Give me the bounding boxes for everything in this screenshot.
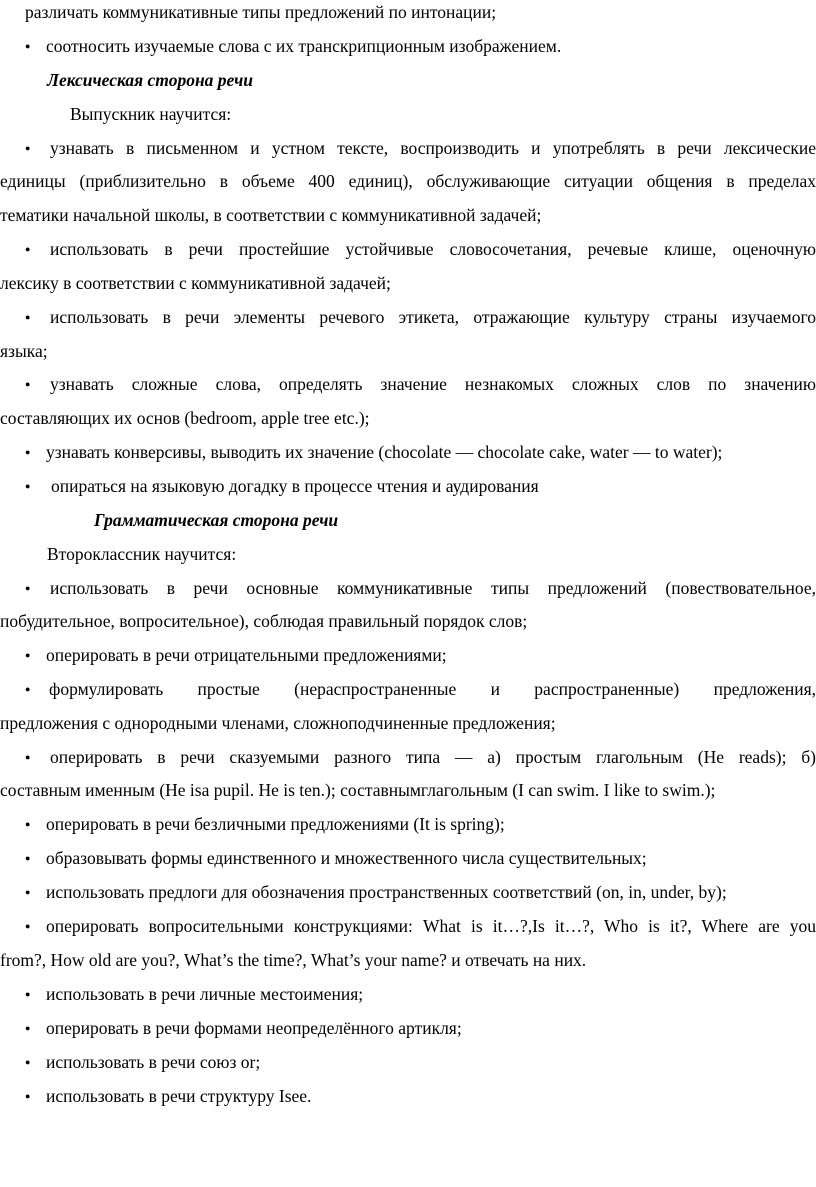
bullet-text: оперировать в речи формами неопределённого артикля; [46, 1018, 462, 1038]
bullet-text: узнавать в письменном и устном тексте, воспроизводить и употреблять в речи лексические [50, 138, 816, 158]
bullet-text: использовать в речи простейшие устойчивые словосочетания, речевые клише, оценочную [50, 239, 816, 259]
bullet-text: образовывать формы единственного и множественного числа существительных; [46, 848, 647, 868]
bullet-text: использовать предлоги для обозначения пространственных соответствий (on, in, under, by); [46, 882, 727, 902]
section-subtitle: Выпускник научится: [70, 104, 232, 124]
text-line: предложения с однородными членами, сложноподчиненные предложения; [0, 713, 556, 733]
bullet-text: узнавать сложные слова, определять значение незнакомых сложных слов по значению [50, 374, 816, 394]
bullet-icon: ● [25, 684, 31, 694]
bullet-icon: ● [25, 447, 31, 457]
bullet-text: оперировать в речи сказуемыми разного типа — а) простым глагольным (He reads); б) [50, 747, 816, 767]
bullet-icon: ● [25, 752, 31, 762]
bullet-text: использовать в речи элементы речевого этикета, отражающие культуру страны изучаемого [50, 307, 816, 327]
text-line: лексику в соответствии с коммуникативной задачей; [0, 273, 391, 293]
text-line: составляющих их основ (bedroom, apple tree etc.); [0, 408, 370, 428]
section-subtitle: Второклассник научится: [47, 544, 237, 564]
text-line: тематики начальной школы, в соответствии с коммуникативной задачей; [0, 205, 542, 225]
text-line: различать коммуникативные типы предложений по интонации; [25, 2, 497, 22]
section-heading-lexical: Лексическая сторона речи [47, 70, 253, 90]
text-line: побудительное, вопросительное), соблюдая правильный порядок слов; [0, 611, 528, 631]
bullet-icon: ● [25, 379, 31, 389]
bullet-text: узнавать конверсивы, выводить их значение (chocolate — chocolate cake, water — to water); [46, 442, 723, 462]
bullet-text: использовать в речи структуру Isee. [46, 1086, 312, 1106]
bullet-icon: ● [25, 1023, 31, 1033]
bullet-text: опираться на языковую догадку в процессе чтения и аудирования [51, 476, 539, 496]
bullet-icon: ● [25, 143, 31, 153]
bullet-text: использовать в речи основные коммуникативные типы предложений (повествовательное, [50, 578, 816, 598]
text-line: языка; [0, 341, 48, 361]
bullet-icon: ● [25, 650, 31, 660]
bullet-text: оперировать вопросительными конструкциями: What is it…?,Is it…?, Who is it?, Where are you [46, 916, 816, 936]
text-line: составным именным (He isa pupil. He is ten.); составнымглагольным (I can swim. I like to swim.); [0, 780, 716, 800]
bullet-icon: ● [25, 989, 31, 999]
bullet-text: соотносить изучаемые слова с их транскрипционным изображением. [46, 36, 562, 56]
bullet-icon: ● [25, 887, 31, 897]
bullet-text: использовать в речи союз or; [46, 1052, 261, 1072]
bullet-icon: ● [25, 244, 31, 254]
section-heading-grammar: Грамматическая сторона речи [94, 510, 339, 530]
bullet-text: оперировать в речи отрицательными предложениями; [46, 645, 447, 665]
text-line: единицы (приблизительно в объеме 400 единиц), обслуживающие ситуации общения в пределах [0, 171, 816, 191]
bullet-icon: ● [25, 481, 31, 491]
bullet-icon: ● [25, 583, 31, 593]
bullet-icon: ● [25, 853, 31, 863]
bullet-text: формулировать простые (нераспространенные и распространенные) предложения, [49, 679, 816, 699]
bullet-icon: ● [25, 819, 31, 829]
bullet-icon: ● [25, 1091, 31, 1101]
bullet-text: использовать в речи личные местоимения; [46, 984, 364, 1004]
bullet-icon: ● [25, 41, 31, 51]
text-line: from?, How old are you?, What’s the time?, What’s your name? и отвечать на них. [0, 950, 587, 970]
bullet-text: оперировать в речи безличными предложениями (It is spring); [46, 814, 505, 834]
bullet-icon: ● [25, 312, 31, 322]
bullet-icon: ● [25, 1057, 31, 1067]
bullet-icon: ● [25, 921, 31, 931]
